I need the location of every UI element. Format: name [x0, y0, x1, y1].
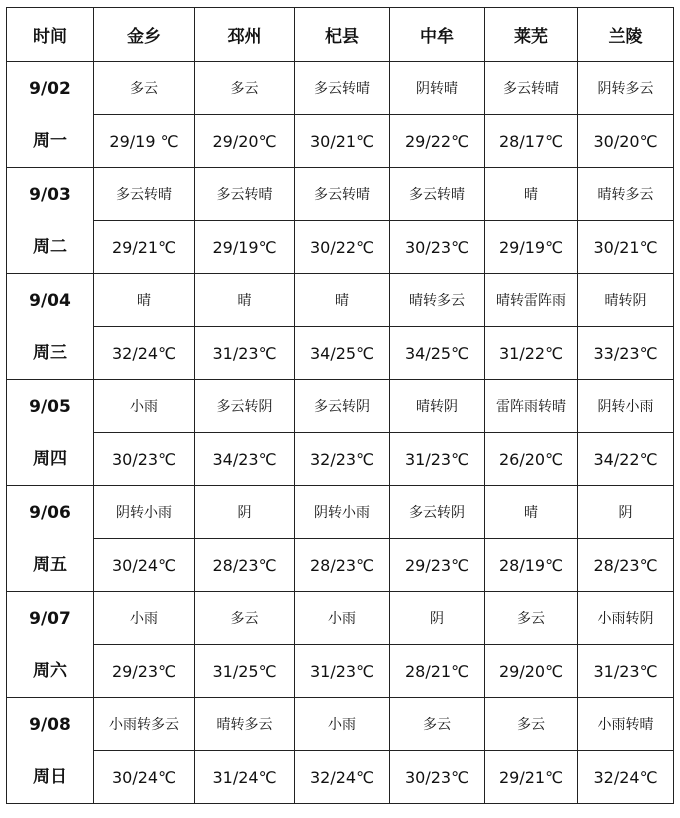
temperature-cell: 28/23℃: [295, 539, 390, 592]
weather-row: [7, 592, 674, 645]
weather-forecast-table: [6, 7, 674, 804]
temperature-cell: 29/22℃: [390, 115, 485, 168]
forecast-table-wrapper: [6, 7, 674, 804]
date-label: 9/04: [29, 290, 71, 311]
weekday-label: 周五: [33, 554, 67, 575]
temperature-cell: 33/23℃: [578, 327, 674, 380]
weather-cell: 多云: [485, 698, 578, 751]
date-cell: [7, 274, 94, 380]
weather-row: [7, 62, 674, 115]
date-label: 9/02: [29, 78, 71, 99]
temperature-cell: 29/19 ℃: [94, 115, 195, 168]
weather-cell: 多云转阴: [295, 380, 390, 433]
weather-cell: 多云转晴: [295, 62, 390, 115]
temperature-cell: 31/23℃: [295, 645, 390, 698]
date-cell: [7, 698, 94, 804]
temperature-cell: 26/20℃: [485, 433, 578, 486]
weather-cell: 多云: [94, 62, 195, 115]
temperature-cell: 34/23℃: [195, 433, 295, 486]
date-cell: [7, 168, 94, 274]
weather-cell: 小雨: [94, 380, 195, 433]
weather-cell: 晴: [94, 274, 195, 327]
weather-cell: 小雨: [94, 592, 195, 645]
weather-cell: 小雨转多云: [94, 698, 195, 751]
temperature-cell: 31/23℃: [578, 645, 674, 698]
weather-cell: 多云转晴: [94, 168, 195, 221]
temperature-cell: 32/24℃: [578, 751, 674, 804]
temperature-cell: 30/24℃: [94, 539, 195, 592]
weather-cell: 阴转多云: [578, 62, 674, 115]
weekday-label: 周一: [33, 130, 67, 151]
weekday-label: 周六: [33, 660, 67, 681]
temperature-cell: 34/22℃: [578, 433, 674, 486]
header-city: 杞县: [295, 8, 390, 62]
temperature-cell: 29/23℃: [94, 645, 195, 698]
temperature-row: [7, 539, 674, 592]
weather-cell: 晴转雷阵雨: [485, 274, 578, 327]
temperature-cell: 32/24℃: [94, 327, 195, 380]
date-cell: [7, 380, 94, 486]
weather-cell: 晴转多云: [390, 274, 485, 327]
temperature-cell: 32/23℃: [295, 433, 390, 486]
weather-row: [7, 486, 674, 539]
weather-cell: 阴转小雨: [578, 380, 674, 433]
weather-cell: 多云转晴: [485, 62, 578, 115]
date-label: 9/06: [29, 502, 71, 523]
weather-cell: 多云转晴: [195, 168, 295, 221]
header-row: [7, 8, 674, 62]
weather-cell: 阴: [195, 486, 295, 539]
temperature-row: [7, 221, 674, 274]
date-label: 9/08: [29, 714, 71, 735]
temperature-row: [7, 327, 674, 380]
temperature-cell: 29/23℃: [390, 539, 485, 592]
weather-cell: 雷阵雨转晴: [485, 380, 578, 433]
temperature-row: [7, 433, 674, 486]
weather-row: [7, 274, 674, 327]
header-time: 时间: [7, 8, 94, 62]
header-city: 兰陵: [578, 8, 674, 62]
weather-cell: 阴: [390, 592, 485, 645]
temperature-cell: 28/19℃: [485, 539, 578, 592]
date-cell: [7, 592, 94, 698]
weather-row: [7, 698, 674, 751]
temperature-cell: 29/21℃: [94, 221, 195, 274]
weather-row: [7, 380, 674, 433]
temperature-row: [7, 645, 674, 698]
temperature-cell: 30/23℃: [94, 433, 195, 486]
weather-cell: 晴: [195, 274, 295, 327]
temperature-cell: 30/23℃: [390, 221, 485, 274]
temperature-cell: 30/20℃: [578, 115, 674, 168]
weather-cell: 多云: [390, 698, 485, 751]
weather-cell: 小雨转晴: [578, 698, 674, 751]
temperature-row: [7, 115, 674, 168]
weather-cell: 晴: [485, 168, 578, 221]
header-city: 莱芜: [485, 8, 578, 62]
header-city: 中牟: [390, 8, 485, 62]
temperature-cell: 28/17℃: [485, 115, 578, 168]
weather-cell: 多云转阴: [390, 486, 485, 539]
temperature-cell: 31/23℃: [390, 433, 485, 486]
weather-cell: 多云: [195, 62, 295, 115]
weather-row: [7, 168, 674, 221]
date-label: 9/05: [29, 396, 71, 417]
weather-cell: 多云: [485, 592, 578, 645]
temperature-cell: 34/25℃: [390, 327, 485, 380]
weather-cell: 阴转小雨: [94, 486, 195, 539]
weather-cell: 阴转晴: [390, 62, 485, 115]
weather-cell: 小雨: [295, 698, 390, 751]
temperature-cell: 29/20℃: [195, 115, 295, 168]
weather-cell: 晴: [295, 274, 390, 327]
weather-cell: 阴转小雨: [295, 486, 390, 539]
temperature-cell: 29/20℃: [485, 645, 578, 698]
date-cell: [7, 62, 94, 168]
temperature-cell: 34/25℃: [295, 327, 390, 380]
weekday-label: 周三: [33, 342, 67, 363]
temperature-cell: 29/21℃: [485, 751, 578, 804]
temperature-cell: 29/19℃: [195, 221, 295, 274]
weekday-label: 周四: [33, 448, 67, 469]
temperature-row: [7, 751, 674, 804]
temperature-cell: 28/23℃: [578, 539, 674, 592]
header-city: 金乡: [94, 8, 195, 62]
weather-cell: 晴转阴: [390, 380, 485, 433]
weather-cell: 多云转晴: [390, 168, 485, 221]
temperature-cell: 31/24℃: [195, 751, 295, 804]
temperature-cell: 30/23℃: [390, 751, 485, 804]
weather-cell: 晴: [485, 486, 578, 539]
temperature-cell: 29/19℃: [485, 221, 578, 274]
weather-cell: 多云转阴: [195, 380, 295, 433]
temperature-cell: 28/21℃: [390, 645, 485, 698]
weather-cell: 多云: [195, 592, 295, 645]
weather-cell: 小雨转阴: [578, 592, 674, 645]
date-label: 9/03: [29, 184, 71, 205]
temperature-cell: 30/21℃: [578, 221, 674, 274]
weekday-label: 周二: [33, 236, 67, 257]
temperature-cell: 30/24℃: [94, 751, 195, 804]
temperature-cell: 31/25℃: [195, 645, 295, 698]
temperature-cell: 31/22℃: [485, 327, 578, 380]
weather-cell: 多云转晴: [295, 168, 390, 221]
weather-cell: 晴转阴: [578, 274, 674, 327]
weather-cell: 晴转多云: [195, 698, 295, 751]
date-cell: [7, 486, 94, 592]
header-city: 邳州: [195, 8, 295, 62]
temperature-cell: 32/24℃: [295, 751, 390, 804]
weather-cell: 晴转多云: [578, 168, 674, 221]
weekday-label: 周日: [33, 766, 67, 787]
temperature-cell: 30/21℃: [295, 115, 390, 168]
date-label: 9/07: [29, 608, 71, 629]
weather-cell: 阴: [578, 486, 674, 539]
weather-cell: 小雨: [295, 592, 390, 645]
temperature-cell: 30/22℃: [295, 221, 390, 274]
temperature-cell: 31/23℃: [195, 327, 295, 380]
temperature-cell: 28/23℃: [195, 539, 295, 592]
